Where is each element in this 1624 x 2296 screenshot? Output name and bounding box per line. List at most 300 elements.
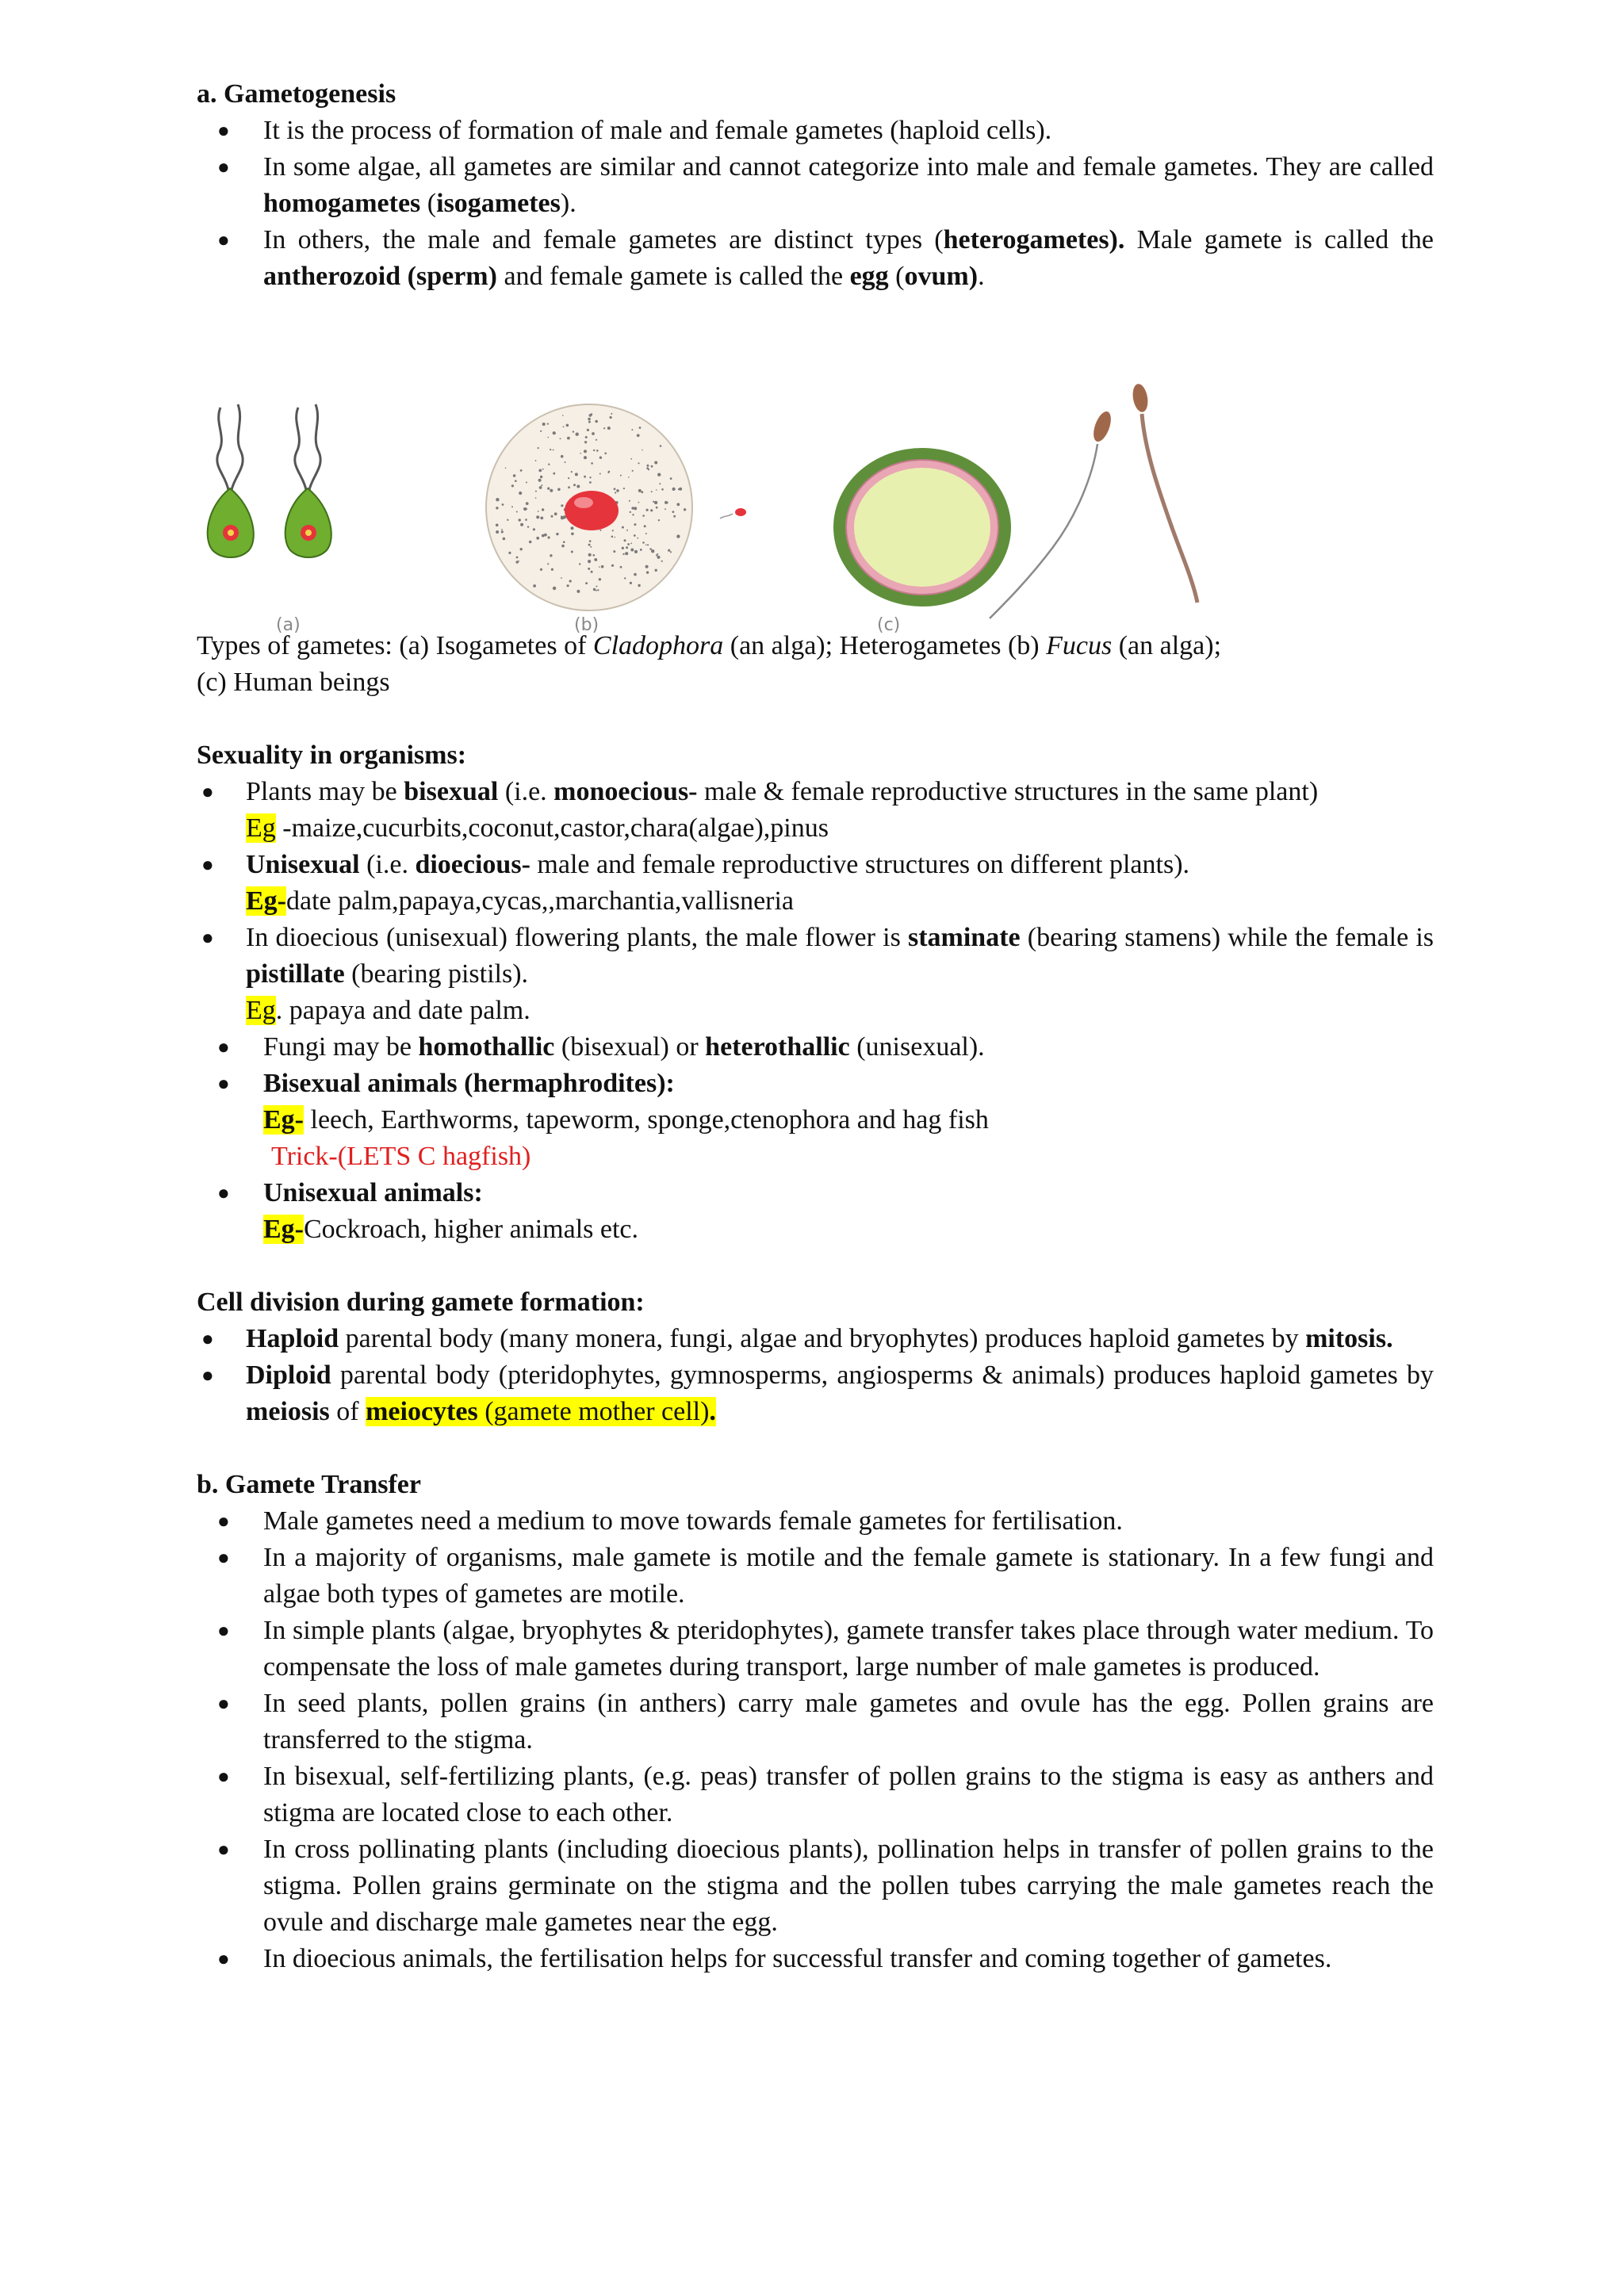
speckle bbox=[593, 554, 596, 557]
speckle bbox=[611, 564, 614, 567]
speckle bbox=[547, 423, 549, 425]
speckle bbox=[511, 506, 513, 507]
speckle bbox=[607, 427, 611, 430]
speckle bbox=[550, 489, 553, 492]
speckle bbox=[588, 418, 591, 421]
term-staminate: staminate bbox=[907, 923, 1021, 952]
speckle bbox=[603, 427, 605, 429]
speckle bbox=[515, 480, 517, 482]
speckle bbox=[553, 587, 556, 590]
bullet-icon: ● bbox=[217, 1619, 230, 1642]
text: ). bbox=[560, 189, 576, 218]
speckle bbox=[622, 553, 624, 555]
speckle bbox=[560, 438, 561, 439]
speckle bbox=[571, 551, 573, 553]
term-homogametes: homogametes bbox=[263, 189, 421, 218]
list-item bbox=[197, 113, 1434, 149]
term-dioecious: dioecious- bbox=[415, 850, 530, 879]
text: Types of gametes: (a) Isogametes of bbox=[197, 631, 593, 660]
speckle bbox=[628, 476, 630, 478]
bullet-icon: ● bbox=[217, 119, 230, 142]
speckle bbox=[567, 584, 569, 587]
text: (i.e. bbox=[359, 850, 416, 879]
speckle bbox=[547, 563, 549, 564]
speckle bbox=[568, 486, 570, 488]
speckle bbox=[587, 429, 589, 431]
bullet-icon: ● bbox=[217, 1838, 230, 1861]
speckle bbox=[637, 434, 640, 437]
speckle bbox=[641, 491, 643, 493]
text: leech, Earthworms, tapeworm, sponge,ctenophora and hag fish bbox=[304, 1105, 989, 1135]
speckle bbox=[613, 550, 615, 553]
speckle bbox=[542, 534, 545, 538]
list-item bbox=[197, 1540, 1434, 1613]
speckle bbox=[571, 526, 574, 530]
caption-cladophora: Cladophora bbox=[592, 631, 724, 660]
speckle bbox=[616, 489, 619, 492]
bullet-icon: ● bbox=[217, 1692, 230, 1715]
bullet-icon: ● bbox=[201, 780, 214, 803]
speckle bbox=[624, 577, 626, 579]
bullet-icon: ● bbox=[201, 853, 214, 876]
speckle bbox=[523, 507, 526, 510]
sexuality-heading: Sexuality in organisms: bbox=[197, 740, 467, 770]
term-haploid: Haploid bbox=[246, 1324, 339, 1353]
speckle bbox=[630, 582, 632, 584]
speckle bbox=[513, 474, 516, 477]
list-item bbox=[197, 149, 1434, 222]
speckle bbox=[610, 416, 612, 419]
speckle bbox=[553, 431, 556, 434]
speckle bbox=[646, 509, 649, 511]
example-line bbox=[263, 1211, 1434, 1248]
example-label: Eg bbox=[246, 996, 276, 1025]
speckle bbox=[601, 565, 604, 568]
speckle bbox=[651, 465, 653, 468]
speckle bbox=[550, 449, 551, 450]
text: date palm,papaya,cycas,,marchantia,vallisneria bbox=[286, 886, 795, 916]
text: (bisexual) or bbox=[554, 1032, 706, 1062]
term-meiosis: meiosis bbox=[246, 1397, 330, 1426]
speckle bbox=[656, 507, 658, 509]
speckle bbox=[661, 488, 664, 491]
speckle bbox=[624, 539, 626, 541]
text: (c) Human beings bbox=[197, 668, 390, 697]
speckle bbox=[654, 461, 657, 465]
list-item bbox=[197, 1831, 1434, 1941]
speckle bbox=[588, 553, 592, 557]
speckle bbox=[631, 429, 633, 430]
speckle bbox=[540, 568, 542, 571]
speckle bbox=[604, 453, 607, 455]
text: Cockroach, higher animals etc. bbox=[304, 1215, 639, 1244]
text: In some algae, all gametes are similar and cannot categorize into male and female gametes. They are called bbox=[263, 152, 1434, 182]
bullet-icon: ● bbox=[217, 228, 230, 251]
speckle bbox=[556, 533, 558, 535]
speckle bbox=[589, 476, 591, 478]
text: . bbox=[978, 262, 985, 291]
speckle bbox=[515, 561, 519, 564]
speckle bbox=[658, 519, 660, 521]
speckle bbox=[588, 568, 590, 570]
speckle bbox=[626, 530, 628, 531]
speckle bbox=[573, 430, 574, 432]
speckle bbox=[611, 536, 614, 538]
speckle bbox=[533, 528, 535, 530]
speckle bbox=[630, 543, 632, 545]
speckle bbox=[536, 537, 539, 540]
speckle bbox=[596, 586, 597, 587]
unisexual-animals-heading: Unisexual animals: bbox=[263, 1178, 483, 1207]
list-item bbox=[197, 1066, 1434, 1175]
speckle bbox=[588, 544, 591, 546]
speckle bbox=[657, 473, 661, 476]
text: In cross pollinating plants (including dioecious plants), pollination helps in transfer of pollen grains to the stigma. Pollen grains germinate on the stigma and the pollen tubes carrying the male gametes reach the ovule and discharge male gametes near the egg. bbox=[263, 1835, 1434, 1937]
text: male & female reproductive structures in the same plant) bbox=[697, 777, 1319, 806]
speckle bbox=[496, 507, 498, 509]
term-ovum: ovum) bbox=[904, 262, 979, 291]
speckle bbox=[645, 565, 649, 568]
speckle bbox=[626, 546, 628, 549]
speckle bbox=[551, 568, 553, 571]
speckle bbox=[665, 508, 666, 510]
speckle bbox=[646, 571, 649, 573]
text: Male gametes need a medium to move towards female gametes for fertilisation. bbox=[263, 1506, 1123, 1536]
speckle bbox=[651, 549, 654, 553]
speckle bbox=[568, 477, 569, 479]
text: parental body (pteridophytes, gymnosperms, angiosperms & animals) produces haploid gametes by bbox=[331, 1360, 1434, 1390]
speckle bbox=[591, 462, 593, 465]
example-line bbox=[246, 993, 1434, 1029]
text: (bearing pistils). bbox=[344, 959, 529, 989]
speckle bbox=[501, 529, 503, 530]
speckle bbox=[520, 523, 523, 526]
speckle bbox=[584, 450, 587, 453]
gametogenesis-list bbox=[197, 113, 1434, 295]
speckle bbox=[538, 511, 539, 512]
speckle bbox=[576, 433, 579, 436]
speckle bbox=[505, 468, 507, 469]
speckle bbox=[561, 545, 565, 548]
speckle bbox=[511, 484, 514, 487]
speckle bbox=[508, 552, 511, 554]
speckle bbox=[527, 526, 529, 527]
speckle bbox=[623, 488, 625, 489]
speckle bbox=[655, 569, 657, 572]
text: of bbox=[329, 1397, 366, 1426]
text: ( bbox=[888, 262, 905, 291]
speckle bbox=[502, 503, 504, 506]
speckle bbox=[496, 498, 499, 501]
speckle bbox=[599, 473, 601, 475]
speckle bbox=[596, 559, 598, 561]
speckle bbox=[592, 432, 595, 435]
speckle bbox=[585, 436, 588, 438]
gamete-illustrations bbox=[197, 381, 1434, 626]
text: (an alga); Heterogametes (b) bbox=[723, 631, 1047, 660]
speckle bbox=[550, 554, 552, 557]
speckle bbox=[674, 515, 676, 517]
term-monoecious: monoecious- bbox=[553, 777, 698, 806]
text: In bisexual, self-fertilizing plants, (e.g. peas) transfer of pollen grains to the stigma is easy as anthers and stigma are located close to each other. bbox=[263, 1762, 1434, 1827]
sexuality-plants-list bbox=[197, 774, 1434, 1029]
transfer-heading: b. Gamete Transfer bbox=[197, 1470, 421, 1499]
caption-fucus: Fucus bbox=[1046, 631, 1113, 660]
speckle bbox=[563, 426, 565, 427]
speckle bbox=[561, 577, 562, 579]
speckle bbox=[653, 501, 654, 503]
celldivision-heading: Cell division during gamete formation: bbox=[197, 1288, 645, 1317]
speckle bbox=[538, 447, 539, 449]
speckle bbox=[678, 488, 680, 490]
list-item bbox=[197, 847, 1434, 920]
speckle bbox=[596, 450, 599, 452]
speckle bbox=[622, 547, 624, 549]
text: parental body (many monera, fungi, algae and bryophytes) produces haploid gametes by bbox=[339, 1324, 1306, 1353]
speckle bbox=[612, 530, 614, 531]
list-item bbox=[197, 1175, 1434, 1248]
figure-label-c: (c) bbox=[877, 615, 901, 635]
speckle bbox=[535, 497, 537, 499]
speckle bbox=[638, 502, 640, 503]
celldivision-list bbox=[197, 1321, 1434, 1430]
speckle bbox=[642, 541, 645, 544]
speckle bbox=[642, 515, 645, 517]
speckle bbox=[647, 544, 649, 545]
bullet-icon: ● bbox=[217, 1072, 230, 1095]
speckle bbox=[622, 526, 624, 529]
fucus-sperm bbox=[720, 508, 746, 519]
speckle bbox=[593, 588, 596, 591]
speckle bbox=[535, 460, 537, 461]
list-item bbox=[197, 1503, 1434, 1540]
term-mitosis: mitosis. bbox=[1305, 1324, 1393, 1353]
speckle bbox=[553, 450, 554, 451]
text: Fungi may be bbox=[263, 1032, 419, 1062]
speckle bbox=[584, 476, 586, 478]
speckle bbox=[561, 504, 563, 507]
speckle bbox=[684, 508, 686, 511]
speckle bbox=[611, 413, 612, 415]
text: In simple plants (algae, bryophytes & pteridophytes), gamete transfer takes place through water medium. To compensate the loss of male gametes during transport, large number of male gametes is produced. bbox=[263, 1616, 1434, 1682]
speckle bbox=[676, 503, 680, 506]
speckle bbox=[520, 548, 523, 550]
list-item bbox=[197, 1321, 1434, 1357]
text: In others, the male and female gametes are distinct types ( bbox=[263, 225, 944, 254]
speckle bbox=[584, 441, 587, 443]
speckle bbox=[589, 540, 592, 542]
speckle bbox=[540, 430, 542, 432]
speckle bbox=[519, 519, 521, 521]
speckle bbox=[553, 473, 555, 475]
fucus-egg bbox=[486, 404, 692, 610]
gametogenesis-definition: It is the process of formation of male and female gametes (haploid cells). bbox=[263, 116, 1052, 145]
speckle bbox=[541, 484, 542, 486]
speckle bbox=[540, 476, 542, 478]
text: Plants may be bbox=[246, 777, 404, 806]
meiocytes-highlight bbox=[366, 1397, 716, 1426]
speckle bbox=[535, 491, 537, 492]
speckle bbox=[547, 488, 550, 490]
isogamete-right bbox=[285, 404, 331, 557]
speckle bbox=[588, 421, 591, 423]
text: (i.e. bbox=[498, 777, 554, 806]
speckle bbox=[533, 584, 536, 587]
text: (an alga); bbox=[1112, 631, 1222, 660]
speckle bbox=[597, 589, 599, 591]
speckle bbox=[634, 523, 636, 526]
text: Male gamete is called the bbox=[1124, 225, 1434, 254]
speckle bbox=[657, 556, 660, 559]
speckle bbox=[595, 420, 598, 423]
speckle bbox=[667, 502, 668, 503]
speckle bbox=[608, 471, 611, 473]
speckle bbox=[645, 544, 647, 545]
figure-caption bbox=[197, 628, 1434, 701]
human-ovum bbox=[833, 448, 1011, 607]
figure-label-a: (a) bbox=[276, 615, 301, 635]
speckle bbox=[557, 488, 561, 492]
speckle bbox=[548, 437, 550, 438]
speckle bbox=[540, 517, 543, 520]
bullet-icon: ● bbox=[201, 926, 214, 949]
speckle bbox=[632, 514, 634, 515]
speckle bbox=[627, 543, 630, 545]
list-item bbox=[197, 920, 1434, 1029]
speckle bbox=[634, 534, 636, 537]
speckle bbox=[668, 549, 670, 552]
speckle bbox=[576, 590, 580, 593]
speckle bbox=[640, 549, 642, 551]
list-item bbox=[197, 1029, 1434, 1066]
speckle bbox=[539, 486, 542, 489]
speckle bbox=[501, 530, 504, 533]
speckle bbox=[634, 573, 637, 576]
speckle bbox=[542, 508, 544, 511]
bisexual-animals-heading: Bisexual animals (hermaphrodites): bbox=[263, 1069, 675, 1098]
speckle bbox=[660, 445, 662, 447]
speckle bbox=[638, 584, 640, 587]
speckle bbox=[596, 590, 597, 591]
list-item bbox=[197, 222, 1434, 295]
speckle bbox=[634, 507, 637, 510]
speckle bbox=[670, 551, 672, 553]
term-heterothallic: heterothallic bbox=[705, 1032, 850, 1062]
speckle bbox=[659, 483, 661, 484]
speckle bbox=[571, 471, 573, 473]
term-isogametes: isogametes bbox=[436, 189, 561, 218]
transfer-list bbox=[197, 1503, 1434, 1977]
term-heterogametes: heterogametes). bbox=[943, 225, 1125, 254]
speckle bbox=[580, 453, 581, 454]
speckle bbox=[630, 549, 634, 552]
term-homothallic: homothallic bbox=[418, 1032, 555, 1062]
speckle bbox=[569, 580, 572, 582]
term-egg: egg bbox=[849, 262, 889, 291]
speckle bbox=[565, 461, 566, 463]
gametogenesis-heading: a. Gametogenesis bbox=[197, 79, 396, 109]
speckle bbox=[548, 536, 550, 538]
speckle bbox=[615, 492, 616, 493]
text: In dioecious animals, the fertilisation helps for successful transfer and coming together of gametes. bbox=[263, 1944, 1332, 1973]
text: . bbox=[709, 1397, 716, 1426]
speckle bbox=[496, 530, 499, 534]
speckle bbox=[615, 537, 616, 538]
speckle bbox=[651, 491, 653, 492]
speckle bbox=[593, 450, 595, 451]
speckle bbox=[584, 456, 587, 459]
speckle bbox=[596, 439, 597, 441]
speckle bbox=[632, 470, 634, 472]
term-meiocytes: meiocytes bbox=[366, 1397, 478, 1426]
speckle bbox=[576, 485, 580, 488]
speckle bbox=[672, 488, 676, 491]
isogamete-left bbox=[208, 404, 254, 557]
figure-label-b: (b) bbox=[574, 615, 599, 635]
bullet-icon: ● bbox=[217, 155, 230, 178]
speckle bbox=[639, 427, 642, 429]
speckle bbox=[526, 502, 529, 505]
speckle bbox=[529, 541, 532, 544]
bullet-icon: ● bbox=[217, 1035, 230, 1058]
bullet-icon: ● bbox=[201, 1327, 214, 1350]
term-bisexual: bisexual bbox=[404, 777, 499, 806]
speckle bbox=[516, 557, 519, 559]
bullet-icon: ● bbox=[201, 1364, 214, 1387]
example-label: Eg- bbox=[263, 1215, 304, 1244]
text: and female gamete is called the bbox=[496, 262, 850, 291]
text: male and female reproductive structures on different plants). bbox=[530, 850, 1190, 879]
speckle bbox=[525, 519, 527, 521]
list-item bbox=[197, 1613, 1434, 1686]
speckle bbox=[661, 561, 663, 562]
speckle bbox=[561, 455, 564, 458]
speckle bbox=[620, 475, 622, 476]
bullet-icon: ● bbox=[217, 1947, 230, 1970]
example-label: Eg bbox=[246, 813, 276, 843]
text: (unisexual). bbox=[849, 1032, 985, 1062]
speckle bbox=[599, 457, 602, 459]
speckle bbox=[650, 509, 653, 511]
speckle bbox=[656, 489, 657, 491]
example-line bbox=[263, 1102, 1434, 1138]
speckle bbox=[591, 571, 593, 573]
gamete-types-figure bbox=[197, 381, 1434, 635]
speckle bbox=[656, 554, 657, 556]
speckle bbox=[538, 469, 542, 473]
speckle bbox=[566, 424, 569, 427]
bullet-icon: ● bbox=[217, 1510, 230, 1533]
speckle bbox=[567, 437, 570, 440]
list-item bbox=[197, 1686, 1434, 1758]
speckle bbox=[642, 450, 643, 451]
speckle bbox=[507, 519, 508, 521]
speckle bbox=[599, 530, 601, 531]
speckle bbox=[620, 566, 622, 568]
speckle bbox=[542, 423, 546, 426]
text: (bearing stamens) while the female is bbox=[1020, 923, 1434, 952]
speckle bbox=[571, 533, 574, 536]
speckle bbox=[548, 464, 550, 465]
term-antherozoid: antherozoid (sperm) bbox=[263, 262, 497, 291]
speckle bbox=[630, 458, 632, 460]
speckle bbox=[573, 484, 576, 486]
text: In seed plants, pollen grains (in anthers) carry male gametes and ovule has the egg. Pollen grains are transferred to the stigma. bbox=[263, 1689, 1434, 1755]
term-unisexual: Unisexual bbox=[246, 850, 360, 879]
speckle bbox=[562, 415, 564, 416]
speckle bbox=[519, 492, 522, 495]
speckle bbox=[538, 479, 542, 482]
